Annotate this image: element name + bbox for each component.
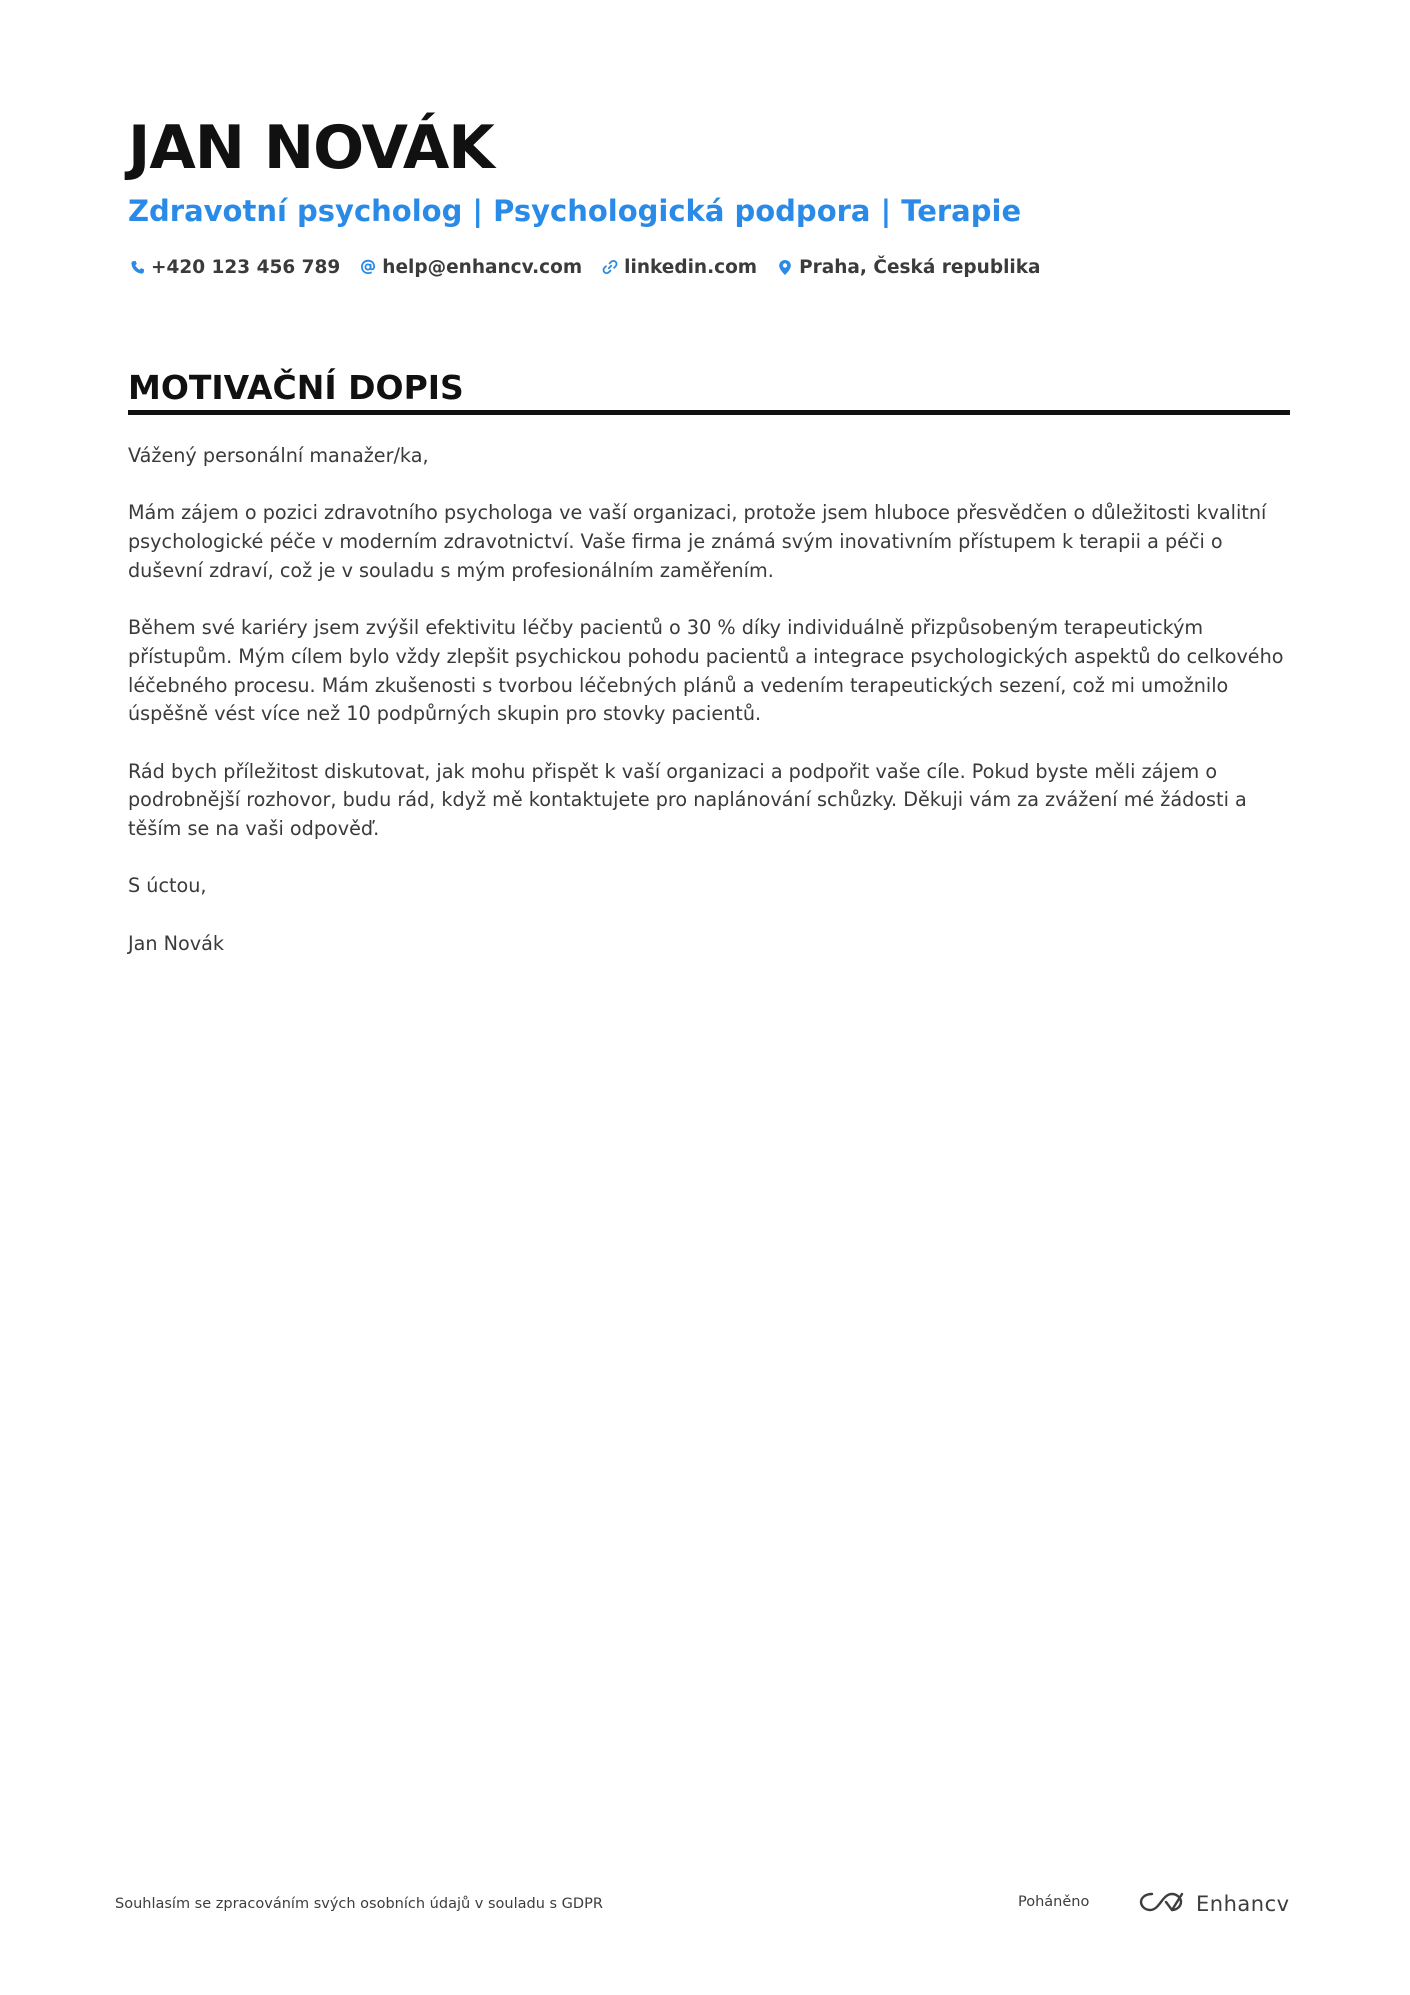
- contact-phone[interactable]: [128, 257, 340, 278]
- contact-linkedin-text: linkedin.com: [624, 256, 758, 278]
- section-divider: [128, 410, 1290, 415]
- phone-icon: [128, 257, 146, 277]
- letter-signature: Jan Novák: [128, 931, 224, 955]
- gdpr-consent-text: Souhlasím se zpracováním svých osobních údajů v souladu s GDPR: [115, 1896, 603, 1912]
- letter-paragraph: Rád bych příležitost diskutovat, jak mohu přispět k vaší organizaci a podpořit vaše cíle. Pokud byste měli zájem o podrobnější rozhovor, budu rád, když mě kontaktujete pro naplánování schůzky. Děkuji vám za zvážení mé žádosti a těším se na vaši odpověď.: [128, 759, 1247, 841]
- letter-paragraph: Mám zájem o pozici zdravotního psychologa ve vaší organizaci, protože jsem hluboce přesvědčen o důležitosti kvalitní psychologické péče v moderním zdravotnictví. Vaše firma je známá svým inovativním přístupem k terapii a péči o duševní zdraví, což je v souladu s mým profesionálním zaměřením.: [128, 501, 1267, 582]
- contact-linkedin[interactable]: [601, 257, 757, 278]
- letter-salutation: Vážený personální manažer/ka,: [128, 444, 429, 467]
- letter-closing: S úctou,: [128, 874, 207, 898]
- contact-email[interactable]: [359, 257, 582, 278]
- enhancv-logo-icon: [1138, 1890, 1184, 1918]
- contact-location: [776, 257, 1040, 278]
- letter-body: [128, 442, 1290, 987]
- candidate-name: JAN NOVÁK: [128, 113, 494, 183]
- at-icon: [359, 257, 377, 277]
- contact-bar: [128, 252, 1060, 282]
- contact-location-text: Praha, Česká republika: [799, 256, 1041, 278]
- section-title: MOTIVAČNÍ DOPIS: [128, 368, 464, 407]
- enhancv-logo-text: Enhancv: [1196, 1892, 1290, 1916]
- contact-phone-text: +420 123 456 789: [151, 256, 341, 278]
- location-pin-icon: [776, 257, 794, 277]
- enhancv-logo[interactable]: [1138, 1884, 1290, 1924]
- link-icon: [601, 257, 619, 277]
- letter-paragraph: Během své kariéry jsem zvýšil efektivitu léčby pacientů o 30 % díky individuálně přizpůsobeným terapeutickým přístupům. Mým cílem bylo vždy zlepšit psychickou pohodu pacientů a integrace psychologických aspektů do celkového léčebného procesu. Mám zkušenosti s tvorbou léčebných plánů a vedením terapeutických sezení, což mi umožnilo úspěšně vést více než 10 podpůrných skupin pro stovky pacientů.: [128, 616, 1284, 726]
- powered-by-label: Poháněno: [1018, 1894, 1090, 1910]
- contact-email-text: help@enhancv.com: [382, 256, 583, 278]
- candidate-headline: Zdravotní psycholog | Psychologická podpora | Terapie: [128, 194, 1022, 228]
